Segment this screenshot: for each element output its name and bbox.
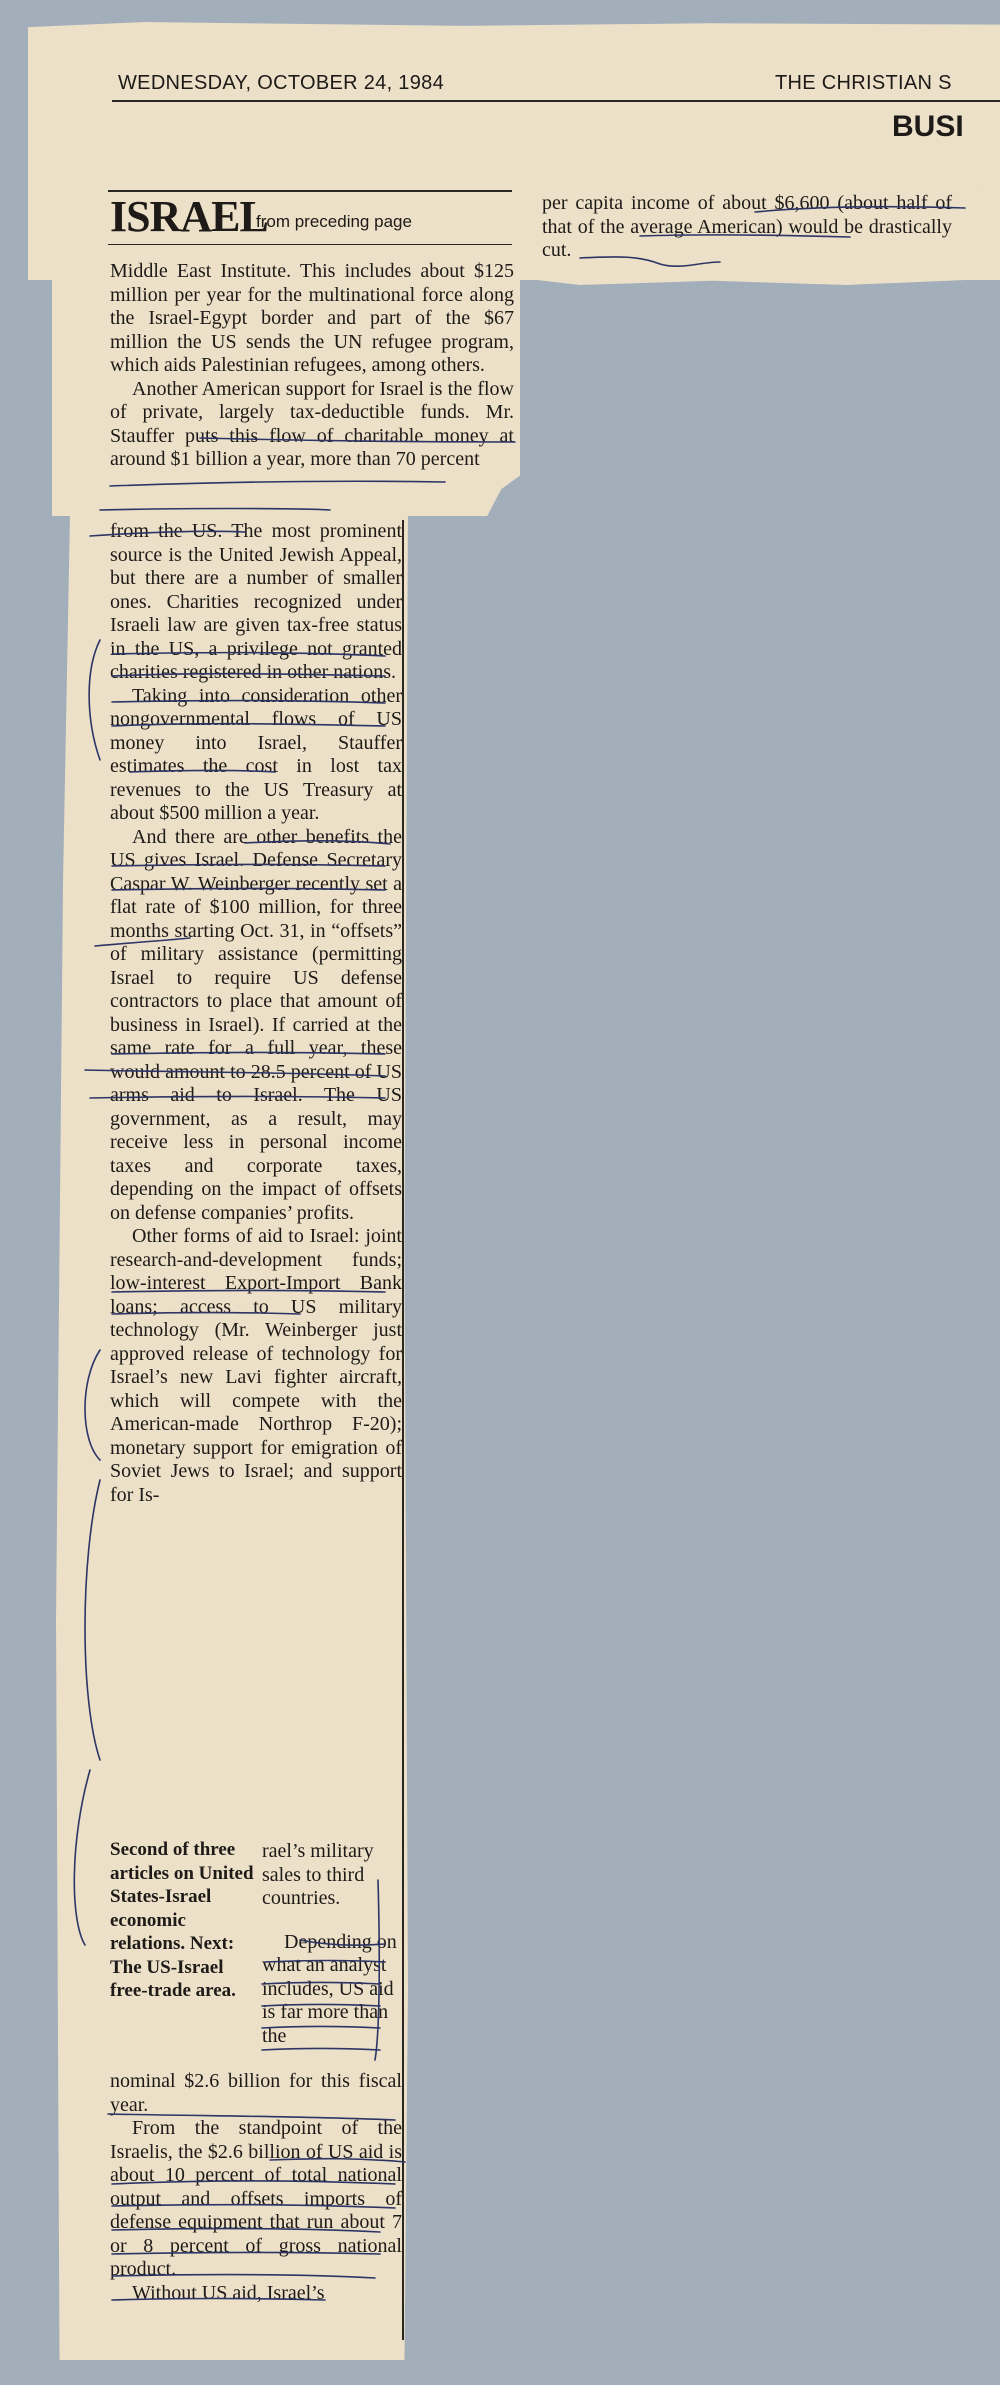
article-narrow-column [110,520,402,1507]
paragraph-3: Taking into consideration other nongovernmental flows of US money into Israel, Stauffer estimates the cost in lost tax revenues to the US Treasury at about $500 million a year. [110,684,402,824]
masthead-rule [112,100,1000,102]
caption-block [110,1820,402,2060]
continued-text: per capita income of about $6,600 (about half of that of the average American) would be drastically cut. [542,192,952,261]
masthead-date: WEDNESDAY, OCTOBER 24, 1984 [118,72,445,94]
article-bottom-column [110,2070,402,2305]
masthead-paper-name: THE CHRISTIAN S [775,72,952,94]
paragraph-7: From the standpoint of the Israelis, the $2.6 billion of US aid is about 10 percent of total national output and offsets imports of defense equipment that run about 7 or 8 percent of gross national product. [110,2117,402,2280]
paragraph-5-narrow: rael’s military sales to third countries. [262,1840,374,1909]
section-label: BUSI [892,110,964,143]
paragraph-5: Other forms of aid to Israel: joint research-and-development funds; low-interest Export-Import Bank loans; access to US military technology (Mr. Weinberger just approved release of technology for Israel’s new Lavi fighter aircraft, which will compete with the American-made Northrop F-20); monetary support for emigration of Soviet Jews to Israel; and support for Is- [110,1225,402,1506]
paragraph-6-narrow: Depending on what an analyst includes, US aid is far more than the [262,1930,397,2047]
headline: ISRAEL [110,192,268,241]
paragraph-1: Middle East Institute. This includes about $125 million per year for the multinational force along the Israel-Egypt border and part of the $67 million the US sends the UN refugee program, which aids Palestinian refugees, among others. [110,260,514,376]
article-wide-column [110,260,514,472]
paragraph-2-narrow: from the US. The most prominent source is the United Jewish Appeal, but there are a number of smaller ones. Charities recognized under Israeli law are given tax-free status in the US, a privilege not granted charities registered in other nations. [110,520,402,683]
paragraph-4: And there are other benefits the US gives Israel. Defense Secretary Caspar W. Weinberger recently set a flat rate of $100 million, for three months starting Oct. 31, in “offsets” of military assistance (permitting Israel to require US defense contractors to place that amount of business in Israel). If carried at the same rate for a full year, these would amount to 28.5 percent of US arms aid to Israel. The US government, as a result, may receive less in personal income taxes and corporate taxes, depending on the impact of offsets on defense companies’ profits. [110,825,402,1224]
paragraph-8: Without US aid, Israel’s [132,2281,325,2304]
paragraph-2-wide: Another American support for Israel is the flow of private, largely tax-deductible funds. Mr. Stauffer puts this flow of charitable money at around $1 billion a year, more than 70 percent [110,377,514,470]
column-rule [402,520,404,2340]
series-caption: Second of three articles on United States-Israel economic relations. Next: The US-Israel free-trade area. [110,1839,254,2001]
paragraph-6-tail: nominal $2.6 billion for this fiscal year. [110,2070,402,2116]
continued-column [542,192,952,263]
headline-underline [108,244,512,245]
headline-jump-line: from preceding page [256,212,412,231]
narrow-column-text [262,1820,402,2068]
